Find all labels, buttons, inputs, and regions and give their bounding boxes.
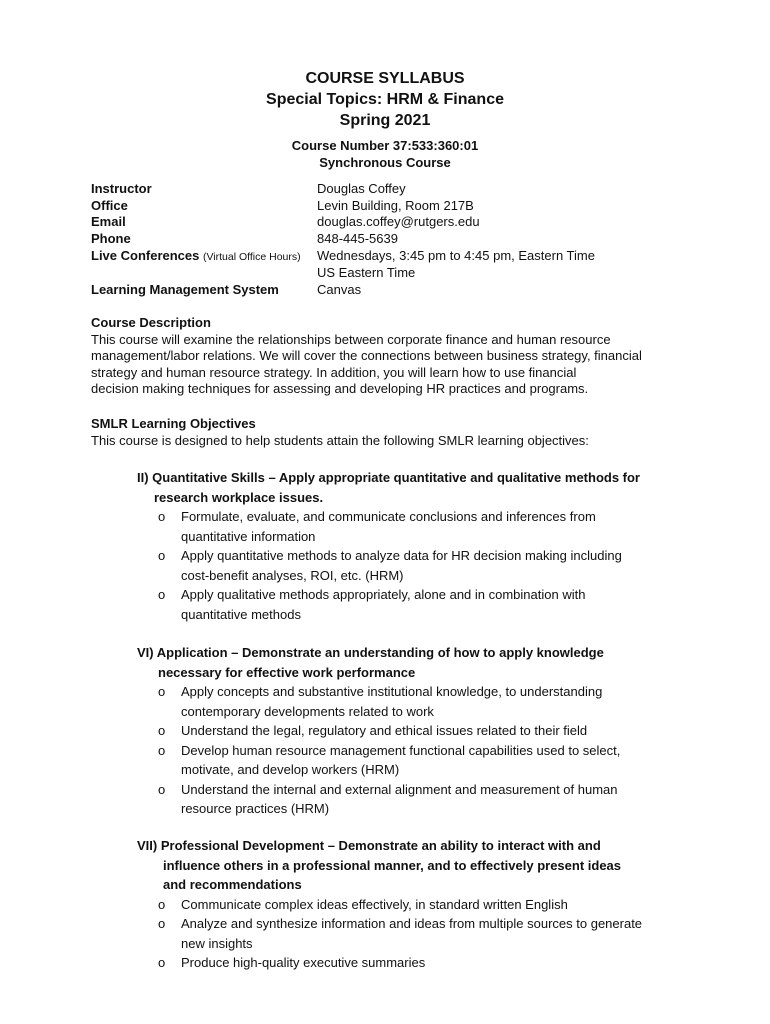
objective-heading bbox=[137, 643, 697, 682]
list-item: o Apply concepts and substantive institutional knowledge, to understanding contemporary developments related to work bbox=[158, 684, 603, 719]
objective-heading-line: VI) Application – Demonstrate an understanding of how to apply knowledge bbox=[137, 645, 604, 660]
info-label: Live Conferences bbox=[91, 247, 200, 263]
bullet-icon: o bbox=[158, 684, 166, 699]
course-description bbox=[91, 315, 691, 398]
doc-term: Spring 2021 bbox=[339, 112, 431, 129]
info-value: Levin Building, Room 217B bbox=[317, 197, 474, 213]
info-value: Canvas bbox=[317, 282, 362, 298]
title-block bbox=[0, 68, 770, 171]
list-item: o Communicate complex ideas effectively, in standard written English bbox=[137, 895, 697, 915]
info-label: Learning Management System bbox=[91, 282, 279, 298]
objective-heading-line: and recommendations bbox=[163, 877, 302, 892]
info-label-note: (Virtual Office Hours) bbox=[203, 250, 301, 263]
doc-title: COURSE SYLLABUS bbox=[305, 70, 465, 87]
section-heading: Course Description bbox=[91, 315, 211, 330]
bullet-icon: o bbox=[158, 723, 166, 738]
info-value: Douglas Coffey bbox=[317, 181, 406, 196]
info-value-wrap bbox=[317, 248, 711, 281]
bullet-icon: o bbox=[158, 916, 166, 931]
info-row-email bbox=[91, 214, 711, 231]
bullet-icon: o bbox=[158, 896, 166, 912]
info-row-live-conferences bbox=[91, 248, 711, 281]
info-label: Phone bbox=[91, 231, 131, 247]
list-item: o Understand the internal and external alignment and measurement of human resource practices (HRM) bbox=[158, 781, 618, 816]
objective-group-professional-development bbox=[137, 836, 697, 973]
info-row-phone bbox=[91, 231, 711, 248]
info-row-instructor bbox=[91, 181, 711, 198]
objective-heading-line: influence others in a professional manner, and to effectively present ideas bbox=[163, 857, 622, 873]
bullet-icon: o bbox=[158, 742, 166, 758]
info-value-email[interactable]: douglas.coffey@rutgers.edu bbox=[317, 214, 480, 230]
objective-heading-line: research workplace issues. bbox=[154, 489, 324, 505]
list-item: o Apply quantitative methods to analyze data for HR decision making including cost-benefit analyses, ROI, etc. (HRM) bbox=[158, 548, 622, 583]
objective-group-application bbox=[137, 643, 697, 819]
description-line: decision making techniques for assessing and developing HR practices and programs. bbox=[91, 381, 589, 396]
list-item: o Understand the legal, regulatory and ethical issues related to their field bbox=[137, 721, 697, 741]
info-label: Office bbox=[91, 197, 128, 213]
list-item: o Apply qualitative methods appropriately, alone and in combination with quantitative methods bbox=[158, 587, 586, 622]
objective-heading-line: necessary for effective work performance bbox=[158, 664, 416, 680]
list-item: o Develop human resource management functional capabilities used to select, motivate, and develop workers (HRM) bbox=[158, 742, 621, 777]
objective-group-quantitative bbox=[137, 468, 697, 624]
info-row-office bbox=[91, 198, 711, 215]
list-item: o Formulate, evaluate, and communicate conclusions and inferences from quantitative information bbox=[158, 509, 596, 544]
objective-heading-line: II) Quantitative Skills – Apply appropriate quantitative and qualitative methods for bbox=[137, 470, 640, 485]
bullet-icon: o bbox=[158, 509, 166, 524]
description-line: strategy and human resource strategy. In addition, you will learn how to use financial bbox=[91, 364, 577, 380]
course-number: Course Number 37:533:360:01 bbox=[291, 138, 479, 153]
info-value: 848-445-5639 bbox=[317, 231, 398, 247]
info-value: Wednesdays, 3:45 pm to 4:45 pm, Eastern Time bbox=[317, 247, 595, 263]
objective-heading-line: VII) Professional Development – Demonstrate an ability to interact with and bbox=[137, 838, 601, 853]
description-line: management/labor relations. We will cover the connections between business strategy, financial bbox=[91, 348, 642, 363]
info-label-wrap bbox=[91, 248, 317, 281]
info-row-lms bbox=[91, 282, 711, 299]
bullet-icon: o bbox=[158, 781, 166, 797]
list-item: o Produce high-quality executive summaries bbox=[137, 953, 697, 973]
bullet-icon: o bbox=[158, 955, 166, 970]
info-label: Instructor bbox=[91, 181, 152, 196]
objective-heading bbox=[137, 836, 697, 895]
course-type: Synchronous Course bbox=[319, 155, 451, 170]
bullet-icon: o bbox=[158, 587, 166, 602]
objectives-intro: This course is designed to help students attain the following SMLR learning objectives: bbox=[91, 432, 589, 448]
learning-objectives bbox=[91, 416, 691, 449]
doc-subtitle: Special Topics: HRM & Finance bbox=[266, 91, 504, 108]
info-value-timezone: US Eastern Time bbox=[317, 264, 416, 280]
list-item: o Analyze and synthesize information and ideas from multiple sources to generate new insights bbox=[158, 916, 643, 951]
course-info-table bbox=[91, 181, 711, 299]
bullet-icon: o bbox=[158, 548, 166, 563]
info-label: Email bbox=[91, 214, 126, 230]
section-heading: SMLR Learning Objectives bbox=[91, 416, 256, 431]
objective-heading bbox=[137, 468, 697, 507]
description-line: This course will examine the relationships between corporate finance and human resource bbox=[91, 331, 611, 347]
